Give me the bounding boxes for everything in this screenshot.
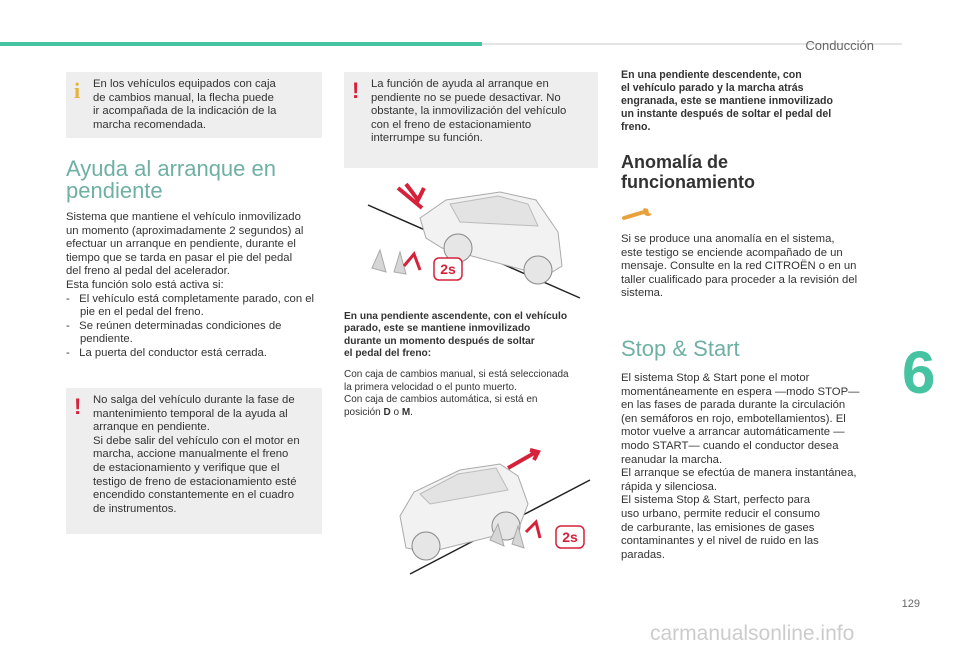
caption-prefix: posición (344, 406, 384, 418)
stop-start-line: de carburante, las emisiones de gases (621, 521, 815, 534)
stop-start-line: reanudar la marcha. (621, 453, 723, 466)
intro-line: tiempo que se tarda en pasar el pie del pedal (66, 251, 293, 264)
stop-start-line: (en semáforos en rojo, embotellamientos). El (621, 412, 846, 425)
stop-start-line: modo START— cuando el conductor desea (621, 439, 839, 452)
stop-start-line: El arranque se efectúa de manera instantánea, (621, 467, 857, 480)
downhill-car-illustration (350, 446, 600, 578)
warning-box-left (66, 388, 322, 534)
caption-line: Con caja de cambios manual, si está seleccionada (344, 369, 569, 380)
stop-start-line: motor vuelve a arrancar automáticamente — (621, 426, 845, 439)
condition-bullet: - Se reúnen determinadas condiciones de pendiente. (66, 319, 282, 346)
uphill-caption-details (344, 369, 600, 419)
car-wheel (524, 256, 552, 284)
caption-line: la primera velocidad o el punto muerto. (344, 381, 517, 393)
section-heading-hill-assist: Ayuda al arranque en pendiente (66, 156, 276, 203)
stop-start-line: en las fases de parada durante la circulación (621, 399, 846, 412)
section-heading-anomaly: Anomalía de funcionamiento (621, 152, 755, 192)
gear-m: M (401, 406, 411, 418)
warning-box-text: La función de ayuda al arranque en pendiente no se puede desactivar. No obstante, la inmovilización del vehículo con el freno de estacionamiento interrumpe su función. (371, 78, 567, 145)
caption-line (344, 407, 600, 420)
anomaly-text (621, 233, 881, 301)
car-wheel (412, 532, 440, 560)
watermark: carmanualsonline.info (650, 622, 855, 645)
section-heading-stop-start: Stop & Start (621, 336, 740, 361)
intro-line: efectuar un arranque en pendiente, durante el (66, 238, 296, 251)
caption-suffix: . (410, 406, 413, 418)
chapter-number: 6 (902, 339, 936, 406)
direction-arrow-icon (508, 450, 538, 468)
section-title: Conducción (805, 38, 874, 53)
uphill-caption: En una pendiente ascendente, con el vehículo parado, este se mantiene inmovilizado durante un momento después de soltar el pedal del freno: (344, 311, 568, 360)
release-arrow-icon (526, 522, 540, 538)
warning-icon: ! (352, 78, 360, 103)
intro-line: Esta función solo está activa si: (66, 278, 224, 291)
warning-box-mid (344, 72, 598, 168)
page-number: 129 (901, 598, 920, 610)
intro-line: un momento (aproximadamente 2 segundos) al (66, 224, 304, 237)
stop-start-line: paradas. (621, 548, 665, 561)
timer-badge-label: 2s (440, 261, 456, 277)
hill-assist-intro (66, 211, 328, 361)
release-arrow-icon (404, 254, 420, 270)
intro-line: Sistema que mantiene el vehículo inmovilizado (66, 211, 301, 223)
downhill-note: En una pendiente descendente, con el vehículo parado y la marcha atrás engranada, este se mantiene inmovilizado un instante después de soltar el pedal del freno. (621, 69, 833, 133)
stop-start-line: rápida y silenciosa. (621, 480, 718, 493)
gear-d: D (383, 406, 391, 418)
warning-icon: ! (74, 394, 82, 419)
intro-line: del freno al pedal del acelerador. (66, 265, 230, 278)
wrench-icon (622, 202, 658, 224)
stop-start-line: uso urbano, permite reducir el consumo (621, 507, 821, 520)
anomaly-line: este testigo se enciende acompañado de un (621, 246, 843, 259)
condition-bullet: - El vehículo está completamente parado, con el pie en el pedal del freno. (66, 292, 315, 319)
direction-arrow-icon (398, 184, 424, 208)
anomaly-line: mensaje. Consulte en la red CITROËN o en un (621, 260, 857, 273)
stop-start-line: momentáneamente en espera —modo STOP— (621, 385, 860, 398)
condition-bullet: - La puerta del conductor está cerrada. (66, 346, 267, 359)
stop-start-line: El sistema Stop & Start, perfecto para (621, 494, 810, 507)
info-box-text: En los vehículos equipados con caja de cambios manual, la flecha puede ir acompañada de la indicación de la marcha recomendada. (93, 78, 277, 131)
anomaly-line: sistema. (621, 287, 664, 300)
caption-connector: o (390, 406, 402, 418)
stop-start-line: contaminantes y el nivel de ruido en las (621, 535, 819, 548)
uphill-car-illustration (350, 180, 600, 300)
anomaly-line: Si se produce una anomalía en el sistema, (621, 233, 835, 245)
warning-box-text: No salga del vehículo durante la fase de mantenimiento temporal de la ayuda al arranque en pendiente. Si debe salir del vehículo con el motor en marcha, accione manualmente el freno de estacionamiento y verifique que el testigo de freno de estacionamiento esté encendido constantemente en el cuadro de instrumentos. (93, 394, 300, 515)
timer-badge-label: 2s (562, 529, 578, 545)
anomaly-line: taller cualificado para proceder a la revisión del (621, 273, 858, 286)
info-icon: i (74, 78, 81, 103)
pedal-icon (372, 250, 406, 274)
info-box (66, 72, 322, 138)
stop-start-line: El sistema Stop & Start pone el motor (621, 372, 810, 384)
caption-line: Con caja de cambios automática, si está en (344, 394, 538, 406)
stop-start-text (621, 372, 883, 562)
header-accent-bar (0, 42, 482, 46)
